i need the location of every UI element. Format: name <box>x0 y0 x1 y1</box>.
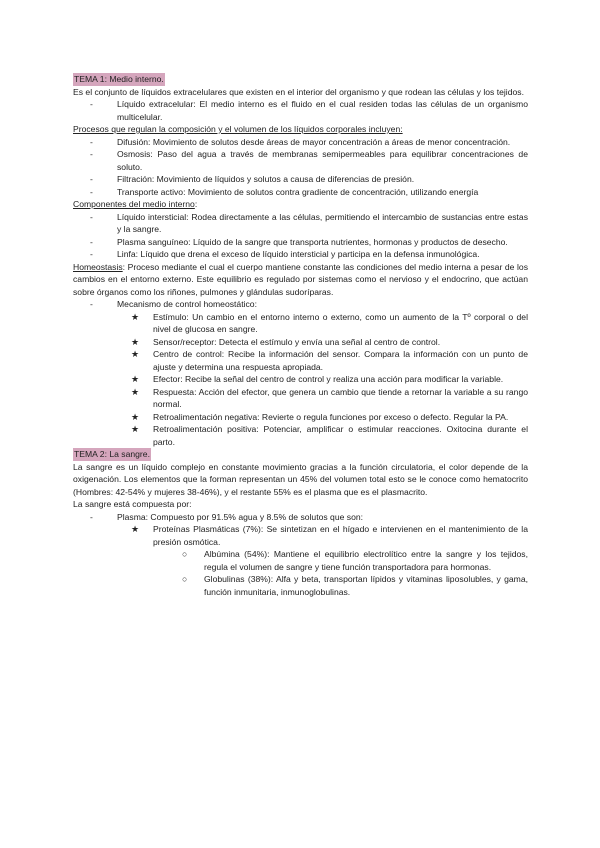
mecanismo-label: Mecanismo de control homeostático: <box>117 299 257 309</box>
list-item-text: Albúmina (54%): Mantiene el equilibrio electrolítico entre la sangre y los tejidos, regula el volumen de sangre y tiene función transportadora para hormonas. <box>204 549 528 572</box>
tema1-intro: Es el conjunto de líquidos extracelulares que existen en el interior del organismo y que rodean las células y los tejidos. <box>73 86 524 97</box>
homeostasis-paragraph <box>73 261 528 299</box>
list-item <box>90 136 528 149</box>
proteinas-text: Proteínas Plasmáticas (7%): Se sintetizan en el hígado e intervienen en el mantenimiento de la presión osmótica. <box>153 524 528 547</box>
dash-marker: - <box>90 149 93 159</box>
list-item <box>131 523 528 548</box>
list-item <box>90 98 528 123</box>
circle-icon: ○ <box>182 549 188 559</box>
star-icon: ★ <box>131 411 140 422</box>
star-icon: ★ <box>131 336 140 347</box>
list-item-text: Estímulo: Un cambio en el entorno interno o externo, como un aumento de la Tº corporal o del nivel de glucosa en sangre. <box>153 311 528 334</box>
star-icon: ★ <box>131 349 140 359</box>
list-item <box>182 548 528 573</box>
list-item-text: Retroalimentación positiva: Potenciar, amplificar o estimular reacciones. Oxitocina durante el parto. <box>153 424 528 447</box>
list-item <box>90 148 528 173</box>
list-item <box>90 298 528 311</box>
list-item <box>90 248 528 261</box>
list-item-text: Centro de control: Recibe la información del sensor. Compara la información con un punto de ajuste y determina una respuesta apropiada. <box>153 349 528 372</box>
procesos-heading: Procesos que regulan la composición y el volumen de los líquidos corporales incluyen: <box>73 124 403 134</box>
plasma-text: Plasma: Compuesto por 91.5% agua y 8.5% de solutos que son: <box>117 511 364 522</box>
list-item-text: Plasma sanguíneo: Líquido de la sangre que transporta nutrientes, hormonas y productos de desecho. <box>117 236 508 247</box>
dash-marker: - <box>90 236 93 247</box>
circle-icon: ○ <box>182 574 188 584</box>
list-item-text: Difusión: Movimiento de solutos desde áreas de mayor concentración a áreas de menor concentración. <box>117 136 511 147</box>
list-item <box>90 173 528 186</box>
tema1-heading: TEMA 1: Medio interno. <box>74 74 164 84</box>
list-item-text: Efector: Recibe la señal del centro de control y realiza una acción para modificar la variable. <box>153 374 504 384</box>
componentes-heading <box>73 198 528 211</box>
mecanismo-list <box>73 311 528 449</box>
list-item-text: Retroalimentación negativa: Revierte o regula funciones por exceso o defecto. Regular la PA. <box>153 411 509 422</box>
dash-marker: - <box>90 511 93 522</box>
tema2-heading: TEMA 2: La sangre. <box>74 449 150 459</box>
dash-marker: - <box>90 99 93 109</box>
componentes-heading-text: Componentes del medio interno <box>73 199 195 209</box>
list-item-text: Líquido extracelular: El medio interno es el fluido en el cual residen todas las células de un organismo multicelular. <box>117 99 528 122</box>
dash-marker: - <box>90 186 93 197</box>
compuesta-label: La sangre está compuesta por: <box>73 499 192 509</box>
componentes-colon: : <box>194 199 198 209</box>
star-icon: ★ <box>131 311 140 322</box>
homeostasis-term: Homeostasis <box>73 261 123 272</box>
dash-marker: - <box>90 136 93 147</box>
list-item-text: Transporte activo: Movimiento de solutos contra gradiente de concentración, utilizando energía <box>117 186 479 197</box>
list-item-text: Sensor/receptor: Detecta el estímulo y envía una señal al centro de control. <box>153 336 441 347</box>
document-page <box>73 73 528 598</box>
dash-marker: - <box>90 249 93 259</box>
list-item-text: Globulinas (38%): Alfa y beta, transportan lípidos y vitaminas liposolubles, y gama, función inmunitaria, inmunoglobulinas. <box>204 574 528 597</box>
list-item <box>131 386 528 411</box>
list-item-text: Osmosis: Paso del agua a través de membranas semipermeables para equilibrar concentraciones de soluto. <box>117 149 528 172</box>
dash-marker: - <box>90 211 93 222</box>
homeostasis-text: : Proceso mediante el cual el cuerpo mantiene constante las condiciones del medio interna a pesar de los cambios en el entorno externo. Este equilibrio es regulado por sistemas como el nervioso y el endocrino, que actúan sobre órganos como los riñones, pulmones y glándulas sudoríparas. <box>73 261 528 297</box>
list-item <box>182 573 528 598</box>
list-item-text: Respuesta: Acción del efector, que genera un cambio que tiende a retornar la variable a su rango normal. <box>153 386 528 409</box>
list-item <box>131 348 528 373</box>
tema2-intro: La sangre es un líquido complejo en constante movimiento gracias a la función circulatoria, el color depende de la oxigenación. Los elementos que la forman representan un 45% del volumen total esto se le conoce como hematocrito (Hombres: 42-54% y mujeres 38-46%), y el restante 55% es el plasma que es el plasmacrito. <box>73 461 528 497</box>
list-item-text: Linfa: Líquido que drena el exceso de líquido intersticial y participa en la defensa inmunológica. <box>117 249 480 259</box>
list-item <box>131 311 528 336</box>
star-icon: ★ <box>131 374 140 384</box>
list-item <box>131 336 528 349</box>
dash-marker: - <box>90 299 93 309</box>
list-item-text: Filtración: Movimiento de líquidos y solutos a causa de diferencias de presión. <box>117 174 415 184</box>
list-item <box>90 211 528 236</box>
list-item <box>90 236 528 249</box>
star-icon: ★ <box>131 386 140 397</box>
list-item <box>90 186 528 199</box>
dash-marker: - <box>90 174 93 184</box>
procesos-list <box>73 136 528 199</box>
list-item <box>131 423 528 448</box>
list-item <box>131 373 528 386</box>
list-item <box>90 511 528 524</box>
star-icon: ★ <box>131 424 140 434</box>
list-item-text: Líquido intersticial: Rodea directamente a las células, permitiendo el intercambio de sustancias entre estas y la sangre. <box>117 211 528 234</box>
list-item <box>131 411 528 424</box>
componentes-list <box>73 211 528 261</box>
star-icon: ★ <box>131 524 140 534</box>
